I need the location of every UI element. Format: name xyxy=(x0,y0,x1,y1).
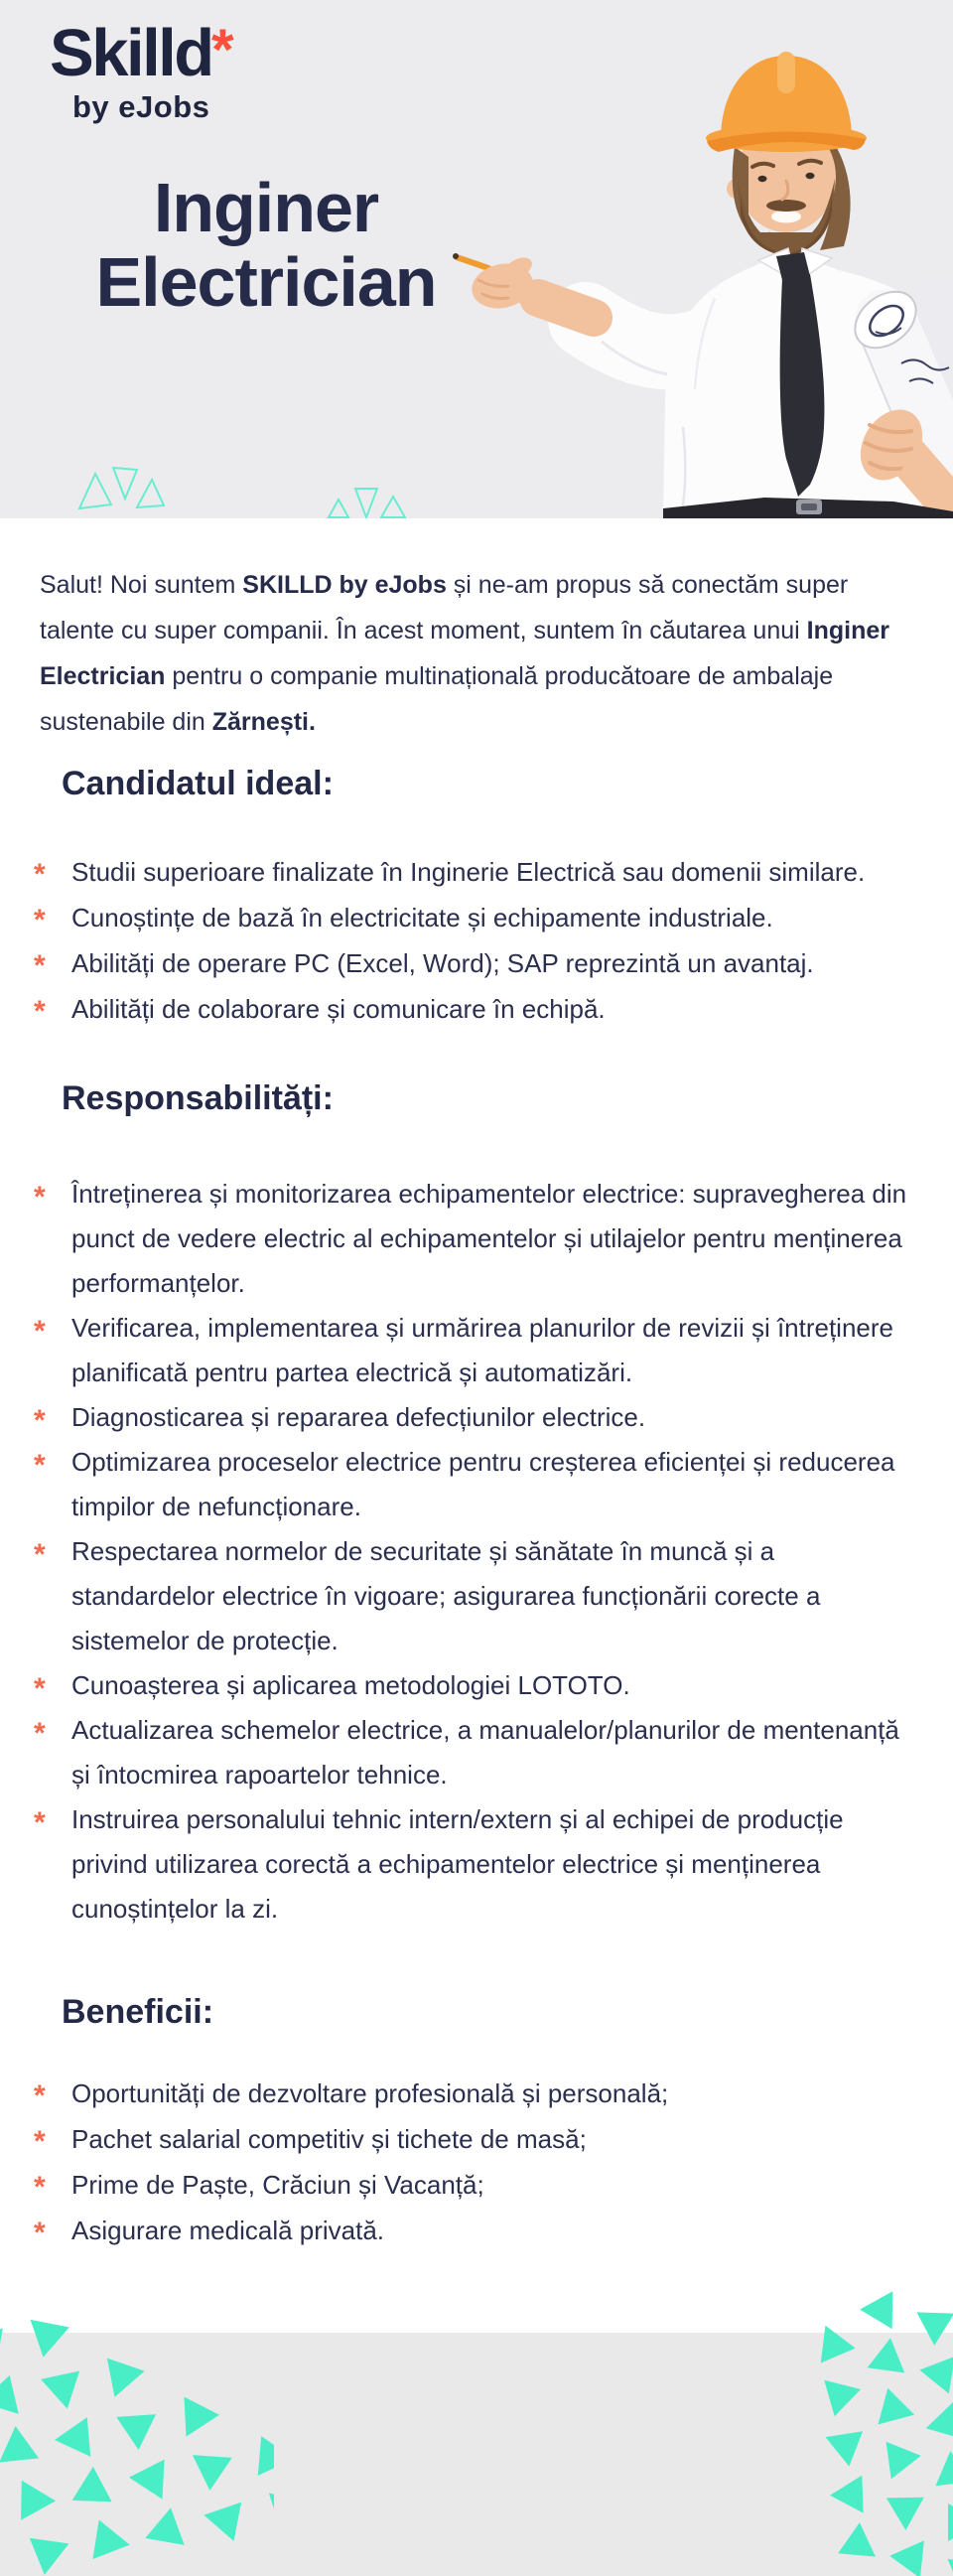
list-item: * Abilități de colaborare și comunicare în echipă. xyxy=(34,986,929,1032)
asterisk-bullet-icon: * xyxy=(34,2079,46,2112)
asterisk-bullet-icon: * xyxy=(34,1181,46,1214)
asterisk-bullet-icon: * xyxy=(34,1404,46,1437)
asterisk-bullet-icon: * xyxy=(34,1806,46,1839)
asterisk-bullet-icon: * xyxy=(34,1672,46,1705)
asterisk-bullet-icon: * xyxy=(34,1449,46,1482)
list-item: * Optimizarea proceselor electrice pentru creșterea eficienței și reducerea timpilor de nefuncționare. xyxy=(34,1440,929,1529)
asterisk-bullet-icon: * xyxy=(34,995,46,1028)
list-item: * Pachet salarial competitiv și tichete de masă; xyxy=(34,2116,929,2162)
section-heading-responsabilitati: Responsabilități: xyxy=(62,1079,334,1117)
candidate-list xyxy=(34,849,929,1032)
page-title-line1: Inginer xyxy=(153,169,379,246)
intro-line: Salut! Noi suntem SKILLD by eJobs și ne-am propus să conectăm super xyxy=(40,571,849,599)
page-title-line2: Electrician xyxy=(95,243,437,321)
intro-line: Electrician pentru o companie multinațională producătoare de ambalaje xyxy=(40,662,834,690)
list-item: * Oportunități de dezvoltare profesională și personală; xyxy=(34,2071,929,2116)
list-item: * Diagnosticarea și repararea defecțiunilor electrice. xyxy=(34,1395,929,1440)
list-item: * Abilități de operare PC (Excel, Word); SAP reprezintă un avantaj. xyxy=(34,940,929,986)
list-item: * Asigurare medicală privată. xyxy=(34,2208,929,2253)
asterisk-bullet-icon: * xyxy=(34,904,46,936)
responsibilities-list xyxy=(34,1172,929,1932)
hero-section xyxy=(0,0,953,518)
asterisk-bullet-icon: * xyxy=(34,1717,46,1750)
brand-wordmark: Skilld xyxy=(50,16,212,90)
brand-subtitle: by eJobs xyxy=(72,89,210,124)
intro-line: sustenabile din Zărnești. xyxy=(40,708,316,736)
page-title xyxy=(68,171,465,320)
list-item: * Studii superioare finalizate în Inginerie Electrică sau domenii similare. xyxy=(34,849,929,895)
triangle-pattern-left xyxy=(0,2320,274,2576)
triangle-outline-decoration xyxy=(60,452,427,518)
engineer-photo xyxy=(427,0,953,518)
asterisk-bullet-icon: * xyxy=(34,949,46,982)
asterisk-icon: * xyxy=(211,18,234,82)
list-item: * Întreținerea și monitorizarea echipamentelor electrice: supravegherea din punct de vedere electric al echipamentelor și utilajelor pentru menținerea performanțelor. xyxy=(34,1172,929,1306)
asterisk-bullet-icon: * xyxy=(34,1538,46,1571)
benefits-list xyxy=(34,2071,929,2253)
section-heading-candidatul-ideal: Candidatul ideal: xyxy=(62,765,334,802)
asterisk-bullet-icon: * xyxy=(34,2217,46,2249)
hard-hat xyxy=(706,52,867,152)
triangle-pattern-right xyxy=(800,2274,953,2576)
asterisk-bullet-icon: * xyxy=(34,1315,46,1348)
list-item: * Instruirea personalului tehnic intern/extern și al echipei de producție privind utilizarea corectă a echipamentelor electrice și menținerea cunoștințelor la zi. xyxy=(34,1797,929,1932)
asterisk-bullet-icon: * xyxy=(34,2171,46,2204)
list-item: * Prime de Paște, Crăciun și Vacanță; xyxy=(34,2162,929,2208)
list-item: * Cunoașterea și aplicarea metodologiei LOTOTO. xyxy=(34,1663,929,1708)
list-item: * Respectarea normelor de securitate și sănătate în muncă și a standardelor electrice în vigoare; asigurarea funcționării corecte a sistemelor de protecție. xyxy=(34,1529,929,1663)
list-item: * Cunoștințe de bază în electricitate și echipamente industriale. xyxy=(34,895,929,940)
intro-paragraph xyxy=(40,562,941,745)
intro-line: talente cu super companii. În acest moment, suntem în căutarea unui Inginer xyxy=(40,617,889,644)
asterisk-bullet-icon: * xyxy=(34,858,46,891)
list-item: * Verificarea, implementarea și urmărirea planurilor de revizii și întreținere planificată pentru partea electrică și automatizări. xyxy=(34,1306,929,1395)
brand-logo xyxy=(50,16,234,124)
list-item: * Actualizarea schemelor electrice, a manualelor/planurilor de mentenanță și întocmirea rapoartelor tehnice. xyxy=(34,1708,929,1797)
asterisk-bullet-icon: * xyxy=(34,2125,46,2158)
section-heading-beneficii: Beneficii: xyxy=(62,1993,214,2031)
